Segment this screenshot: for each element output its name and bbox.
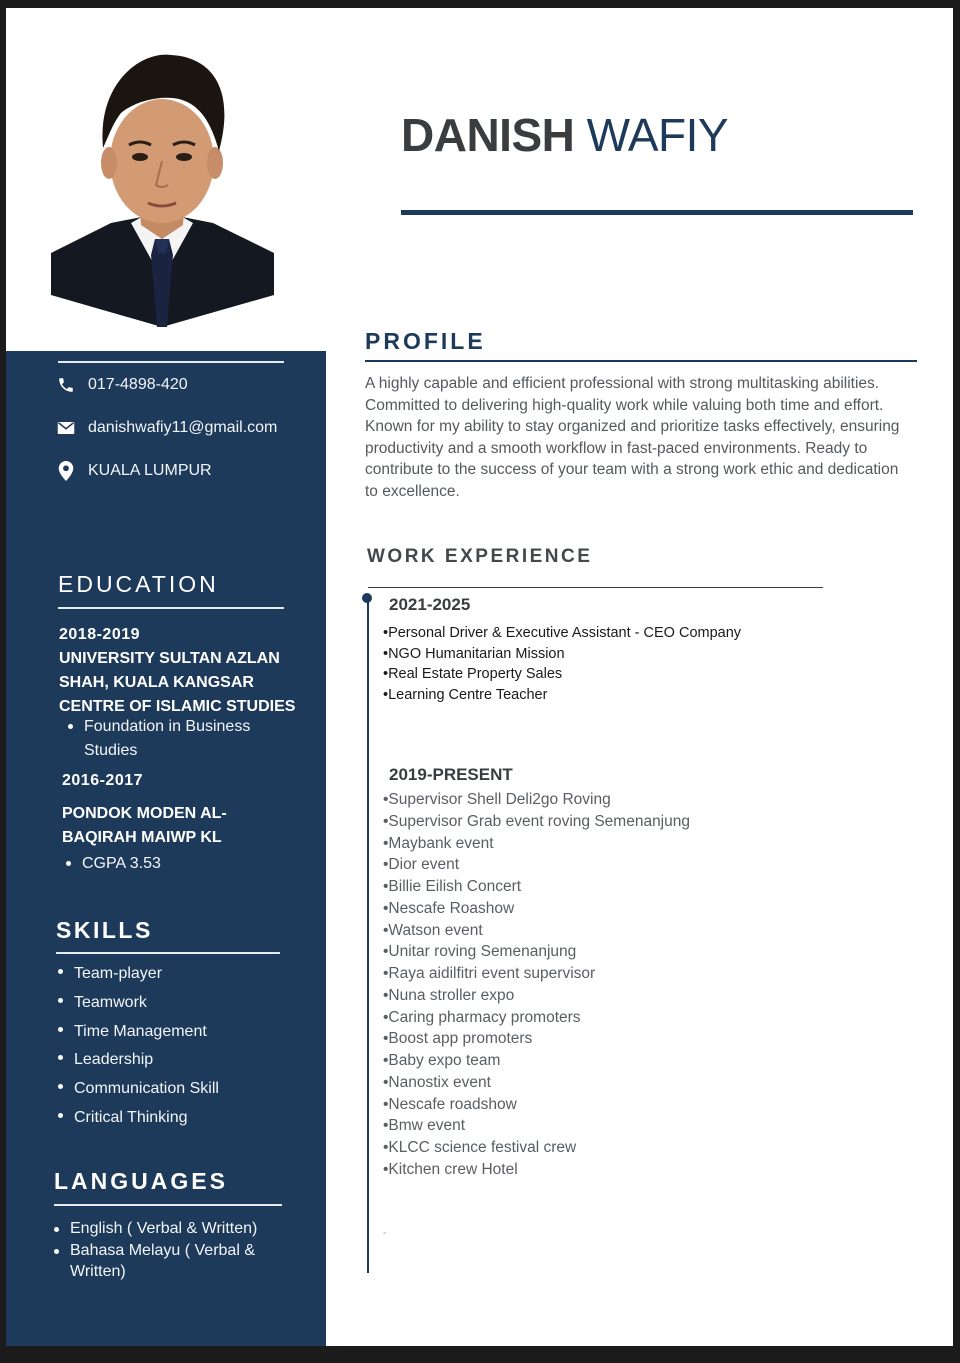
job-list xyxy=(383,623,741,705)
timeline-dot xyxy=(362,593,372,603)
last-name: WAFIY xyxy=(586,109,729,161)
first-name: DANISH xyxy=(401,109,575,161)
language-item xyxy=(52,1240,292,1283)
work-experience-heading: WORK EXPERIENCE xyxy=(367,546,593,567)
location-pin-icon xyxy=(56,461,76,481)
job-item: •Baby expo team xyxy=(383,1052,501,1069)
job-item: •Personal Driver & Executive Assistant - CEO Company xyxy=(383,625,742,641)
education-details xyxy=(64,852,284,876)
contact-phone xyxy=(56,375,188,395)
school-line: CENTRE OF ISLAMIC STUDIES xyxy=(59,698,296,715)
job-list xyxy=(383,789,690,1181)
languages-divider xyxy=(54,1204,282,1206)
skill-item: Leadership xyxy=(56,1046,296,1075)
job-item: •Dior event xyxy=(383,856,460,874)
job-item: •Raya aidilfitri event supervisor xyxy=(383,965,596,982)
profile-summary xyxy=(365,373,917,502)
contact-divider xyxy=(58,361,284,363)
language-line: Bahasa Melayu ( Verbal & xyxy=(70,1241,255,1259)
job-item: •Nescafe roadshow xyxy=(383,1095,517,1113)
skill-item: Communication Skill xyxy=(56,1075,296,1104)
job-item: •Supervisor Grab event roving Semenanjung xyxy=(383,812,690,830)
language-item: English ( Verbal & Written) xyxy=(52,1218,292,1240)
skills-list xyxy=(56,960,296,1133)
skill-item: Time Management xyxy=(56,1018,296,1047)
job-item: •Kitchen crew Hotel xyxy=(383,1160,518,1178)
contact-email xyxy=(56,418,277,438)
job-item: •Caring pharmacy promoters xyxy=(383,1008,581,1026)
profile-line: Committed to delivering high-quality work while valuing both time and effort. xyxy=(365,396,884,414)
profile-line: A highly capable and efficient professional with strong multitasking abilities. xyxy=(365,375,880,392)
trailing-mark: - xyxy=(383,1228,387,1239)
detail-line: Foundation in Business xyxy=(84,718,251,735)
job-item: •Nanostix event xyxy=(383,1073,491,1091)
education-divider xyxy=(58,607,284,609)
work-divider xyxy=(368,587,823,588)
job-item: •Bmw event xyxy=(383,1117,466,1135)
job-item: •Unitar roving Semenanjung xyxy=(383,943,577,961)
skill-item: Teamwork xyxy=(56,989,296,1018)
skills-heading: SKILLS xyxy=(56,917,153,943)
profile-divider xyxy=(365,360,917,362)
education-details xyxy=(66,715,286,763)
email-address: danishwafiy11@gmail.com xyxy=(88,419,278,436)
job-item: •Boost app promoters xyxy=(383,1030,533,1048)
job-item: •Watson event xyxy=(383,921,483,939)
education-detail xyxy=(66,715,286,763)
name-underline xyxy=(401,210,913,215)
phone-number: 017-4898-420 xyxy=(88,376,188,393)
skill-item: Team-player xyxy=(56,960,296,989)
period-label: 2021-2025 xyxy=(389,595,471,614)
school-line: SHAH, KUALA KANGSAR xyxy=(59,674,254,691)
school-line: PONDOK MODEN AL- xyxy=(62,805,227,822)
school-line: BAQIRAH MAIWP KL xyxy=(62,829,222,846)
phone-icon xyxy=(56,375,76,395)
detail-line: Studies xyxy=(84,742,138,759)
profile-line: productivity and a smooth workflow in fast-paced environments. Ready to xyxy=(365,439,868,457)
education-years: 2018-2019 xyxy=(59,626,141,643)
contact-location xyxy=(56,461,212,481)
profile-heading: PROFILE xyxy=(365,328,486,354)
education-school xyxy=(59,647,299,719)
job-item: •Supervisor Shell Deli2go Roving xyxy=(383,791,611,808)
job-item: •Nescafe Roashow xyxy=(383,899,515,917)
school-line: UNIVERSITY SULTAN AZLAN xyxy=(59,650,280,667)
mail-icon xyxy=(56,418,76,438)
timeline-line xyxy=(367,597,369,1273)
period-label: 2019-PRESENT xyxy=(389,765,513,784)
profile-photo xyxy=(51,43,274,327)
skills-divider xyxy=(56,952,280,954)
education-heading: EDUCATION xyxy=(58,571,219,597)
sidebar xyxy=(6,351,326,1346)
candidate-name xyxy=(401,108,728,162)
job-item: •KLCC science festival crew xyxy=(383,1139,577,1156)
languages-list xyxy=(52,1218,292,1283)
job-item: •Real Estate Property Sales xyxy=(383,666,563,682)
profile-line: Known for my ability to stay organized and prioritize tasks effectively, ensuring xyxy=(365,418,900,435)
language-line: Written) xyxy=(70,1263,126,1280)
education-school xyxy=(62,802,302,850)
job-item: •Billie Eilish Concert xyxy=(383,878,522,895)
education-years: 2016-2017 xyxy=(62,772,144,789)
languages-heading: LANGUAGES xyxy=(54,1168,228,1194)
education-detail: CGPA 3.53 xyxy=(64,852,284,876)
job-item: •Learning Centre Teacher xyxy=(383,686,548,703)
resume-page xyxy=(6,8,953,1346)
job-item: •NGO Humanitarian Mission xyxy=(383,645,565,662)
profile-line: to excellence. xyxy=(365,482,460,500)
location-text: KUALA LUMPUR xyxy=(88,462,212,479)
profile-line: contribute to the success of your team with a strong work ethic and dedication xyxy=(365,461,899,478)
skill-item: Critical Thinking xyxy=(56,1104,296,1133)
job-item: •Nuna stroller expo xyxy=(383,986,515,1004)
job-item: •Maybank event xyxy=(383,834,494,852)
